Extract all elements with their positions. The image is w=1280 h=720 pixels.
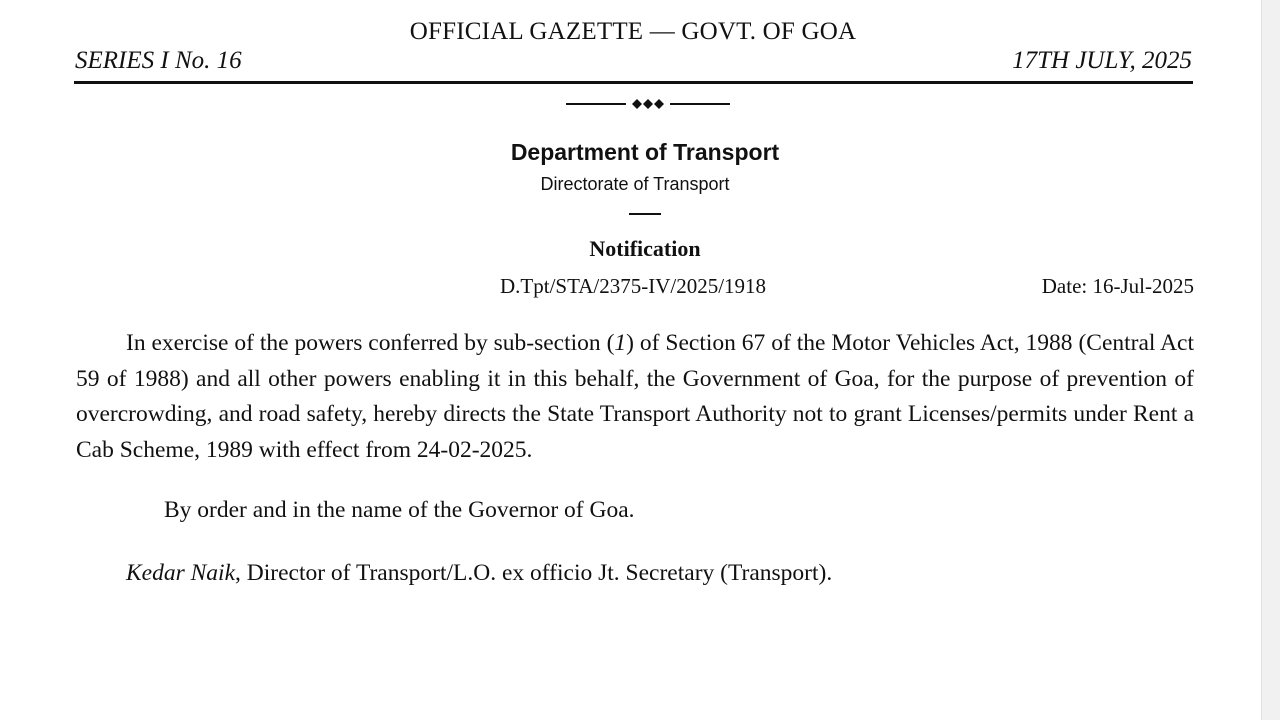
department-name: Department of Transport — [510, 139, 780, 165]
sub-section-number: 1 — [614, 330, 627, 356]
gazette-date: 17TH JULY, 2025 — [1012, 47, 1192, 74]
notification-heading: Notification — [589, 236, 701, 261]
body-text-part2: ) of Section 67 of the Motor Vehicles Act, 1988 (Central Act 59 of 1988) and all other powers enabling it in this behalf, the Government of Goa, for the purpose of prevention of overcrowding, and road safety, hereby directs the State Transport Authority not to grant Licenses/permits under Rent a Cab Scheme, 1989 with effect from 24-02-2025. — [76, 330, 1194, 463]
body-text-part1: In exercise of the powers conferred by sub-section ( — [126, 330, 615, 356]
diamond-divider-icon — [566, 96, 730, 112]
signatory-name: Kedar Naik — [126, 560, 236, 586]
signatory-line — [126, 560, 832, 587]
signatory-title: , Director of Transport/L.O. ex officio Jt. Secretary (Transport). — [235, 560, 833, 586]
series-number: SERIES I No. 16 — [75, 47, 242, 74]
reference-number: D.Tpt/STA/2375-IV/2025/1918 — [500, 274, 767, 298]
notification-body — [76, 326, 1194, 468]
directorate-name: Directorate of Transport — [540, 174, 730, 194]
notification-date: Date: 16-Jul-2025 — [1041, 274, 1194, 298]
header-rule — [74, 81, 1193, 84]
by-order-line: By order and in the name of the Governor of Goa. — [164, 497, 635, 523]
gazette-title: OFFICIAL GAZETTE — GOVT. OF GOA — [409, 18, 857, 45]
vertical-scrollbar[interactable] — [1261, 0, 1280, 720]
section-divider — [629, 213, 661, 215]
